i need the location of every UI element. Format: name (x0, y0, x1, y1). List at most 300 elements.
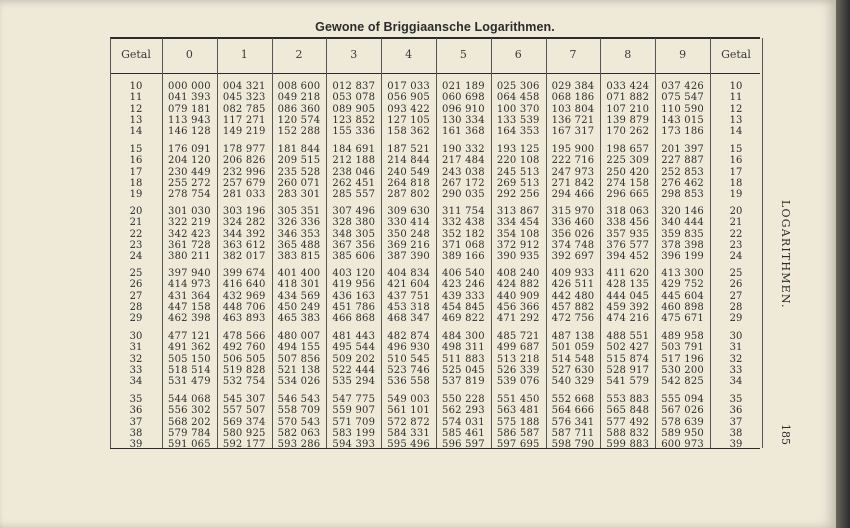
log-value-cell: 232 996 (222, 166, 266, 178)
log-value-cell: 283 301 (277, 189, 321, 201)
log-value-cell: 556 302 (168, 405, 211, 417)
log-value-cell: 247 973 (551, 166, 595, 178)
getal-left: 29 (129, 313, 143, 325)
log-value-cell: 004 321 (222, 81, 266, 92)
log-value-cell: 416 640 (222, 279, 266, 291)
log-value-cell: 117 271 (222, 114, 266, 126)
log-value-cell: 359 835 (661, 228, 704, 240)
log-value-cell: 445 604 (661, 290, 704, 302)
log-value-cell: 367 356 (332, 239, 376, 251)
log-value-cell: 056 905 (387, 92, 430, 104)
log-value-cell: 385 606 (332, 251, 376, 263)
log-value-cell: 287 802 (387, 189, 430, 201)
getal-right: 13 (729, 114, 743, 126)
log-value-cell: 152 288 (277, 126, 321, 138)
log-value-cell: 225 309 (606, 155, 650, 167)
log-value-cell: 100 370 (496, 103, 540, 115)
log-value-cell: 540 329 (551, 376, 595, 388)
getal-left: 21 (129, 217, 143, 229)
log-value-cell: 356 026 (551, 228, 595, 240)
log-value-cell: 313 867 (496, 206, 540, 217)
log-value-cell: 146 128 (168, 126, 211, 138)
log-value-cell: 431 364 (168, 290, 211, 302)
log-value-cell: 413 300 (661, 268, 704, 279)
log-value-cell: 552 668 (551, 394, 595, 405)
getal-right: 17 (729, 166, 743, 178)
column-header: 6 (514, 48, 522, 61)
header-rule (110, 73, 760, 74)
page-edge-shadow (836, 0, 850, 528)
log-value-cell: 523 746 (387, 364, 430, 376)
log-value-cell: 432 969 (222, 290, 266, 302)
log-value-cell: 292 256 (496, 189, 540, 201)
log-value-cell: 397 940 (168, 268, 211, 279)
getal-left: 14 (129, 126, 143, 138)
getal-right: 32 (729, 353, 743, 365)
side-running-head: LOGARITHMEN. (779, 200, 792, 309)
getal-right: 22 (729, 228, 743, 240)
log-value-cell: 555 094 (661, 394, 704, 405)
log-value-cell: 374 748 (551, 239, 595, 251)
log-value-cell: 220 108 (496, 155, 540, 167)
log-value-cell: 423 246 (442, 279, 485, 291)
top-rule (110, 37, 760, 39)
log-value-cell: 537 819 (442, 376, 485, 388)
log-value-cell: 387 390 (387, 251, 430, 263)
log-value-cell: 503 791 (661, 342, 704, 354)
log-value-cell: 525 045 (442, 364, 485, 376)
log-value-cell: 436 163 (332, 290, 376, 302)
log-value-cell: 576 341 (551, 416, 595, 428)
getal-left: 22 (129, 228, 143, 240)
log-value-cell: 487 138 (551, 331, 595, 342)
log-value-cell: 281 033 (222, 189, 266, 201)
log-value-cell: 463 893 (222, 313, 266, 325)
getal-right: 19 (729, 189, 743, 201)
log-value-cell: 262 451 (332, 177, 376, 189)
log-value-cell: 558 709 (277, 405, 321, 417)
log-value-cell: 521 138 (277, 364, 321, 376)
log-value-cell: 338 456 (606, 217, 650, 229)
log-value-cell: 093 422 (387, 103, 430, 115)
log-value-cell: 029 384 (551, 81, 595, 92)
log-value-cell: 187 521 (387, 144, 430, 155)
getal-left: 11 (129, 92, 143, 104)
column-header: 7 (569, 48, 577, 61)
log-value-cell: 309 630 (387, 206, 430, 217)
log-value-cell: 053 078 (332, 92, 376, 104)
getal-right: 39 (729, 439, 743, 451)
getal-right: 30 (729, 331, 743, 342)
column-header: 5 (459, 48, 467, 61)
log-value-cell: 501 059 (551, 342, 595, 354)
getal-left: 36 (129, 405, 143, 417)
log-value-cell: 178 977 (222, 144, 266, 155)
log-value-cell: 600 973 (661, 439, 704, 451)
log-value-cell: 328 380 (332, 217, 376, 229)
getal-right: 33 (729, 364, 743, 376)
log-value-cell: 113 943 (168, 114, 211, 126)
getal-left: 23 (129, 239, 143, 251)
log-value-cell: 485 721 (496, 331, 540, 342)
log-value-cell: 419 956 (332, 279, 376, 291)
log-value-cell: 276 462 (661, 177, 704, 189)
log-value-cell: 408 240 (496, 268, 540, 279)
log-value-cell: 365 488 (277, 239, 321, 251)
getal-left: 38 (129, 427, 143, 439)
log-value-cell: 444 045 (606, 290, 650, 302)
log-value-cell: 123 852 (332, 114, 376, 126)
log-value-cell: 399 674 (222, 268, 266, 279)
getal-left: 20 (129, 206, 143, 217)
log-value-cell: 589 950 (661, 427, 704, 439)
log-value-cell: 120 574 (277, 114, 321, 126)
getal-left: 17 (129, 166, 143, 178)
log-value-cell: 206 826 (222, 155, 266, 167)
log-value-cell: 255 272 (168, 177, 211, 189)
log-value-cell: 584 331 (387, 427, 430, 439)
log-value-cell: 382 017 (222, 251, 266, 263)
log-value-cell: 089 905 (332, 103, 376, 115)
log-value-cell: 531 479 (168, 376, 211, 388)
log-value-cell: 488 551 (606, 331, 650, 342)
log-value-cell: 418 301 (277, 279, 321, 291)
log-value-cell: 424 882 (496, 279, 540, 291)
log-value-cell: 269 513 (496, 177, 540, 189)
log-value-cell: 472 756 (551, 313, 595, 325)
log-value-cell: 547 775 (332, 394, 376, 405)
log-value-cell: 594 393 (332, 439, 376, 451)
log-value-cell: 577 492 (606, 416, 650, 428)
getal-right: 18 (729, 177, 743, 189)
column-header: 4 (405, 48, 413, 61)
log-value-cell: 350 248 (387, 228, 430, 240)
log-value-cell: 201 397 (661, 144, 704, 155)
log-value-cell: 311 754 (442, 206, 485, 217)
getal-left: 31 (129, 342, 143, 354)
getal-right: 36 (729, 405, 743, 417)
log-value-cell: 491 362 (168, 342, 211, 354)
getal-left: 16 (129, 155, 143, 167)
getal-left: 34 (129, 376, 143, 388)
log-value-cell: 506 505 (222, 353, 266, 365)
log-value-cell: 274 158 (606, 177, 650, 189)
log-value-cell: 585 461 (442, 427, 485, 439)
log-value-cell: 204 120 (168, 155, 211, 167)
log-value-cell: 478 566 (222, 331, 266, 342)
log-value-cell: 389 166 (442, 251, 485, 263)
log-value-cell: 522 444 (332, 364, 376, 376)
log-value-cell: 376 577 (606, 239, 650, 251)
log-value-cell: 075 547 (661, 92, 704, 104)
log-value-cell: 451 786 (332, 301, 376, 313)
log-value-cell: 565 848 (606, 405, 650, 417)
log-value-cell: 190 332 (442, 144, 485, 155)
log-value-cell: 528 917 (606, 364, 650, 376)
log-value-cell: 155 336 (332, 126, 376, 138)
log-value-cell: 456 366 (496, 301, 540, 313)
log-value-cell: 294 466 (551, 189, 595, 201)
getal-right: 20 (729, 206, 743, 217)
log-value-cell: 357 935 (606, 228, 650, 240)
log-value-cell: 593 286 (277, 439, 321, 451)
getal-right: 37 (729, 416, 743, 428)
log-value-cell: 549 003 (387, 394, 430, 405)
log-value-cell: 278 754 (168, 189, 211, 201)
log-value-cell: 214 844 (387, 155, 430, 167)
log-value-cell: 574 031 (442, 416, 485, 428)
log-value-cell: 587 711 (551, 427, 595, 439)
log-value-cell: 158 362 (387, 126, 430, 138)
log-value-cell: 334 454 (496, 217, 540, 229)
getal-right: 27 (729, 290, 743, 302)
getal-left: 32 (129, 353, 143, 365)
log-value-cell: 267 172 (442, 177, 485, 189)
log-value-cell: 536 558 (387, 376, 430, 388)
log-value-cell: 535 294 (332, 376, 376, 388)
log-value-cell: 079 181 (168, 103, 211, 115)
log-value-cell: 595 496 (387, 439, 430, 451)
log-value-cell: 453 318 (387, 301, 430, 313)
log-value-cell: 383 815 (277, 251, 321, 263)
log-value-cell: 598 790 (551, 439, 595, 451)
log-value-cell: 320 146 (661, 206, 704, 217)
log-value-cell: 110 590 (661, 103, 704, 115)
log-value-cell: 301 030 (168, 206, 211, 217)
log-value-cell: 217 484 (442, 155, 485, 167)
log-value-cell: 193 125 (496, 144, 540, 155)
log-value-cell: 167 317 (551, 126, 595, 138)
log-value-cell: 017 033 (387, 81, 430, 92)
getal-left: 13 (129, 114, 143, 126)
log-value-cell: 212 188 (332, 155, 376, 167)
getal-right: 29 (729, 313, 743, 325)
log-value-cell: 442 480 (551, 290, 595, 302)
log-value-cell: 392 697 (551, 251, 595, 263)
getal-left: 27 (129, 290, 143, 302)
getal-right: 16 (729, 155, 743, 167)
log-value-cell: 173 186 (661, 126, 704, 138)
log-value-cell: 130 334 (442, 114, 485, 126)
log-value-cell: 181 844 (277, 144, 321, 155)
getal-right: 14 (729, 126, 743, 138)
log-value-cell: 567 026 (661, 405, 704, 417)
log-value-cell: 378 398 (661, 239, 704, 251)
getal-left: 30 (129, 331, 143, 342)
getal-left: 35 (129, 394, 143, 405)
log-value-cell: 326 336 (277, 217, 321, 229)
log-value-cell: 139 879 (606, 114, 650, 126)
log-value-cell: 541 579 (606, 376, 650, 388)
getal-right: 38 (729, 427, 743, 439)
log-value-cell: 596 597 (442, 439, 485, 451)
log-value-cell: 296 665 (606, 189, 650, 201)
log-value-cell: 064 458 (496, 92, 540, 104)
log-value-cell: 332 438 (442, 217, 485, 229)
getal-left: 28 (129, 301, 143, 313)
log-value-cell: 426 511 (551, 279, 595, 291)
log-value-cell: 305 351 (277, 206, 321, 217)
log-value-cell: 489 958 (661, 331, 704, 342)
log-value-cell: 546 543 (277, 394, 321, 405)
log-value-cell: 559 907 (332, 405, 376, 417)
log-value-cell: 513 218 (496, 353, 540, 365)
log-value-cell: 510 545 (387, 353, 430, 365)
log-value-cell: 544 068 (168, 394, 211, 405)
log-value-cell: 342 423 (168, 228, 211, 240)
column-header: 9 (679, 48, 687, 61)
log-value-cell: 096 910 (442, 103, 485, 115)
log-value-cell: 257 679 (222, 177, 266, 189)
log-value-cell: 033 424 (606, 81, 650, 92)
log-value-cell: 465 383 (277, 313, 321, 325)
column-header: 0 (185, 48, 193, 61)
log-value-cell: 448 706 (222, 301, 266, 313)
log-value-cell: 539 076 (496, 376, 540, 388)
log-value-cell: 303 196 (222, 206, 266, 217)
log-value-cell: 578 639 (661, 416, 704, 428)
log-value-cell: 361 728 (168, 239, 211, 251)
log-value-cell: 588 832 (606, 427, 650, 439)
log-value-cell: 240 549 (387, 166, 430, 178)
log-value-cell: 568 202 (168, 416, 211, 428)
log-value-cell: 250 420 (606, 166, 650, 178)
log-value-cell: 390 935 (496, 251, 540, 263)
log-value-cell: 557 507 (222, 405, 266, 417)
log-value-cell: 447 158 (168, 301, 211, 313)
log-value-cell: 409 933 (551, 268, 595, 279)
log-value-cell: 071 882 (606, 92, 650, 104)
log-value-cell: 161 368 (442, 126, 485, 138)
log-value-cell: 428 135 (606, 279, 650, 291)
log-value-cell: 307 496 (332, 206, 376, 217)
log-value-cell: 245 513 (496, 166, 540, 178)
getal-right: 23 (729, 239, 743, 251)
log-value-cell: 505 150 (168, 353, 211, 365)
log-value-cell: 481 443 (332, 331, 376, 342)
getal-right: 12 (729, 103, 743, 115)
log-value-cell: 542 825 (661, 376, 704, 388)
log-value-cell: 466 868 (332, 313, 376, 325)
log-value-cell: 082 785 (222, 103, 266, 115)
log-value-cell: 507 856 (277, 353, 321, 365)
column-header: 3 (350, 48, 358, 61)
log-value-cell: 469 822 (442, 313, 485, 325)
getal-left: 24 (129, 251, 143, 263)
page-title: Gewone of Briggiaansche Logarithmen. (315, 20, 555, 34)
log-value-cell: 103 804 (551, 103, 595, 115)
log-value-cell: 021 189 (442, 81, 485, 92)
log-value-cell: 564 666 (551, 405, 595, 417)
log-value-cell: 551 450 (496, 394, 540, 405)
column-header: 8 (624, 48, 632, 61)
log-value-cell: 471 292 (496, 313, 540, 325)
log-value-cell: 579 784 (168, 427, 211, 439)
log-value-cell: 511 883 (442, 353, 485, 365)
log-value-cell: 519 828 (222, 364, 266, 376)
log-value-cell: 457 882 (551, 301, 595, 313)
log-value-cell: 526 339 (496, 364, 540, 376)
log-value-cell: 440 909 (496, 290, 540, 302)
log-value-cell: 209 515 (277, 155, 321, 167)
log-value-cell: 330 414 (387, 217, 430, 229)
log-value-cell: 363 612 (222, 239, 266, 251)
log-value-cell: 107 210 (606, 103, 650, 115)
log-value-cell: 460 898 (661, 301, 704, 313)
log-value-cell: 474 216 (606, 313, 650, 325)
log-value-cell: 401 400 (277, 268, 321, 279)
log-value-cell: 195 900 (551, 144, 595, 155)
log-value-cell: 243 038 (442, 166, 485, 178)
log-value-cell: 348 305 (332, 228, 376, 240)
getal-right: 26 (729, 279, 743, 291)
getal-right: 11 (729, 92, 743, 104)
log-value-cell: 041 393 (168, 92, 211, 104)
log-value-cell: 484 300 (442, 331, 485, 342)
log-value-cell: 550 228 (442, 394, 485, 405)
getal-right: 15 (729, 144, 743, 155)
log-value-cell: 462 398 (168, 313, 211, 325)
log-value-cell: 586 587 (496, 427, 540, 439)
log-value-cell: 238 046 (332, 166, 376, 178)
getal-left: 12 (129, 103, 143, 115)
log-value-cell: 421 604 (387, 279, 430, 291)
log-value-cell: 534 026 (277, 376, 321, 388)
log-value-cell: 454 845 (442, 301, 485, 313)
log-value-cell: 583 199 (332, 427, 376, 439)
log-value-cell: 260 071 (277, 177, 321, 189)
log-value-cell: 570 543 (277, 416, 321, 428)
log-value-cell: 136 721 (551, 114, 595, 126)
log-value-cell: 477 121 (168, 331, 211, 342)
log-value-cell: 563 481 (496, 405, 540, 417)
log-value-cell: 133 539 (496, 114, 540, 126)
log-value-cell: 411 620 (606, 268, 650, 279)
log-value-cell: 434 569 (277, 290, 321, 302)
log-value-cell: 000 000 (168, 81, 211, 92)
log-value-cell: 403 120 (332, 268, 376, 279)
log-value-cell: 086 360 (277, 103, 321, 115)
getal-left: 39 (129, 439, 143, 451)
log-value-cell: 404 834 (387, 268, 430, 279)
log-value-cell: 502 427 (606, 342, 650, 354)
log-value-cell: 515 874 (606, 353, 650, 365)
log-value-cell: 045 323 (222, 92, 266, 104)
log-value-cell: 414 973 (168, 279, 211, 291)
log-value-cell: 222 716 (551, 155, 595, 167)
log-value-cell: 475 671 (661, 313, 704, 325)
log-value-cell: 354 108 (496, 228, 540, 240)
header-getal-left: Getal (121, 48, 151, 61)
log-value-cell: 008 600 (277, 81, 321, 92)
log-value-cell: 230 449 (168, 166, 211, 178)
log-value-cell: 545 307 (222, 394, 266, 405)
log-value-cell: 514 548 (551, 353, 595, 365)
log-value-cell: 562 293 (442, 405, 485, 417)
column-header: 2 (295, 48, 303, 61)
log-value-cell: 264 818 (387, 177, 430, 189)
log-value-cell: 468 347 (387, 313, 430, 325)
log-value-cell: 396 199 (661, 251, 704, 263)
log-value-cell: 482 874 (387, 331, 430, 342)
getal-left: 18 (129, 177, 143, 189)
log-value-cell: 176 091 (168, 144, 211, 155)
log-value-cell: 340 444 (661, 217, 704, 229)
log-value-cell: 499 687 (496, 342, 540, 354)
log-value-cell: 495 544 (332, 342, 376, 354)
log-value-cell: 394 452 (606, 251, 650, 263)
log-value-cell: 227 887 (661, 155, 704, 167)
